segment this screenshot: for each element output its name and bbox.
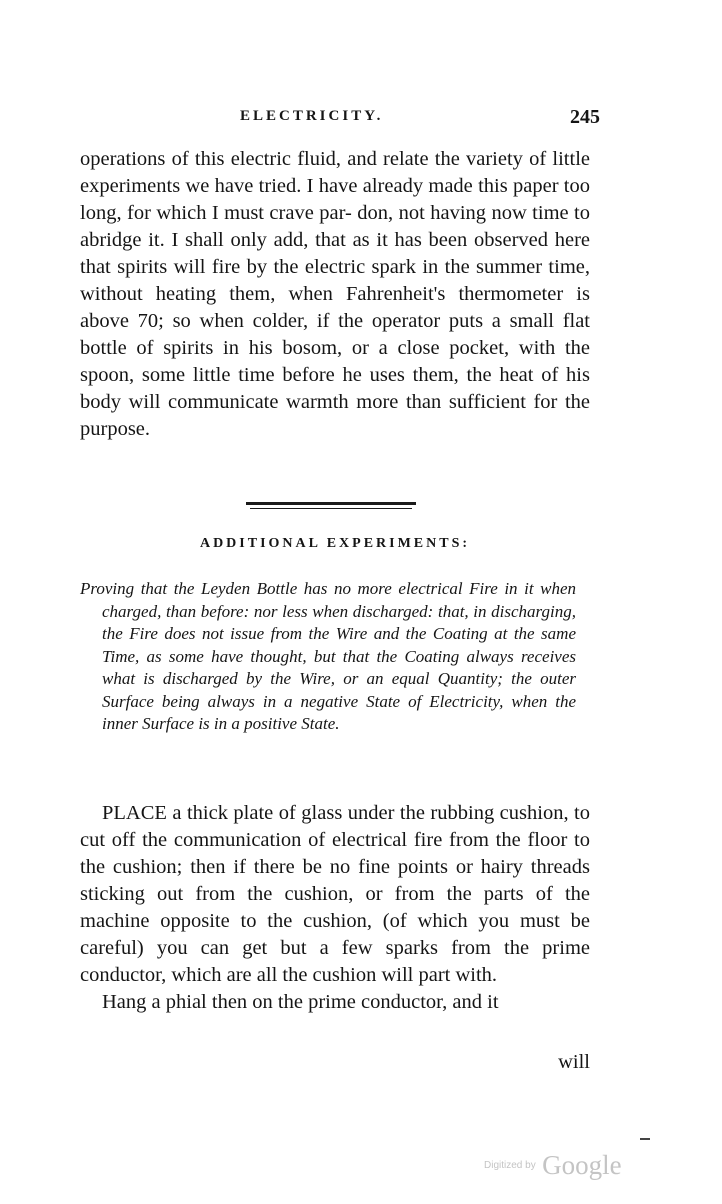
text-line: heating them, when Fahrenheit's thermometer is above [80, 283, 590, 332]
scan-mark [640, 1138, 650, 1140]
page-number: 245 [570, 106, 600, 128]
google-logo: Google [542, 1150, 622, 1180]
text-line: made this paper too long, for which I must crave par- [80, 175, 591, 224]
text-line: fire by the electric spark in the summer time, without [80, 256, 590, 305]
text-line: of little experiments we have tried. I have already [80, 148, 590, 197]
section-subtitle: Proving that the Leyden Bottle has no more electrical Fire in it when charged, than before: nor less when discharged: that, in discharging, the Fire does not issue from the Wire and the Coating at the same Time, as some have thought, but that the Coating always receives what is discharged by the Wire, or an equal Quantity; the outer Surface being always in a negative State of Electricity, when the inner Surface is in a positive State. [80, 579, 576, 733]
digitized-by-label: Digitized by [484, 1160, 536, 1171]
text-line: don, not having now time to abridge it. I shall only [80, 202, 590, 251]
section-divider [246, 502, 416, 510]
text-line: 70; so when colder, if the operator puts a small flat [137, 310, 591, 332]
running-title: ELECTRICITY. [240, 108, 384, 124]
text-line: bottle of spirits in his bosom, or a close pocket, with [80, 337, 565, 359]
running-head [80, 106, 600, 132]
text-line: add, that as it has been observed here that spirits will [80, 229, 590, 278]
divider-thin-line [250, 508, 412, 509]
digitized-watermark [484, 1150, 622, 1190]
section-heading: ADDITIONAL EXPERIMENTS: [199, 536, 471, 551]
intro-paragraph [80, 146, 590, 443]
text-line: operations of this electric fluid, and relate the variety [80, 148, 530, 170]
catchword: will [558, 1051, 590, 1073]
intro-text [80, 146, 590, 443]
text-line: sufficient for the purpose. [80, 391, 590, 440]
divider-thick-line [246, 502, 416, 505]
body-paragraph: PLACE a thick plate of glass under the rubbing cushion, to cut off the communication of electrical fire from the floor to the cushion; then if there be no fine points or hairy threads sticking out from the cushion, or from the parts of the machine opposite to the cushion, (of which you must be careful) you can get but a few sparks from the prime conductor, which are all the cushion will part with. [80, 802, 590, 986]
text-line: heat of his body will communicate warmth more than [80, 364, 590, 413]
body-paragraph: Hang a phial then on the prime conductor, and it [102, 991, 499, 1013]
text-line: the spoon, some little time before he uses them, the [80, 337, 590, 386]
main-text [80, 800, 590, 1016]
